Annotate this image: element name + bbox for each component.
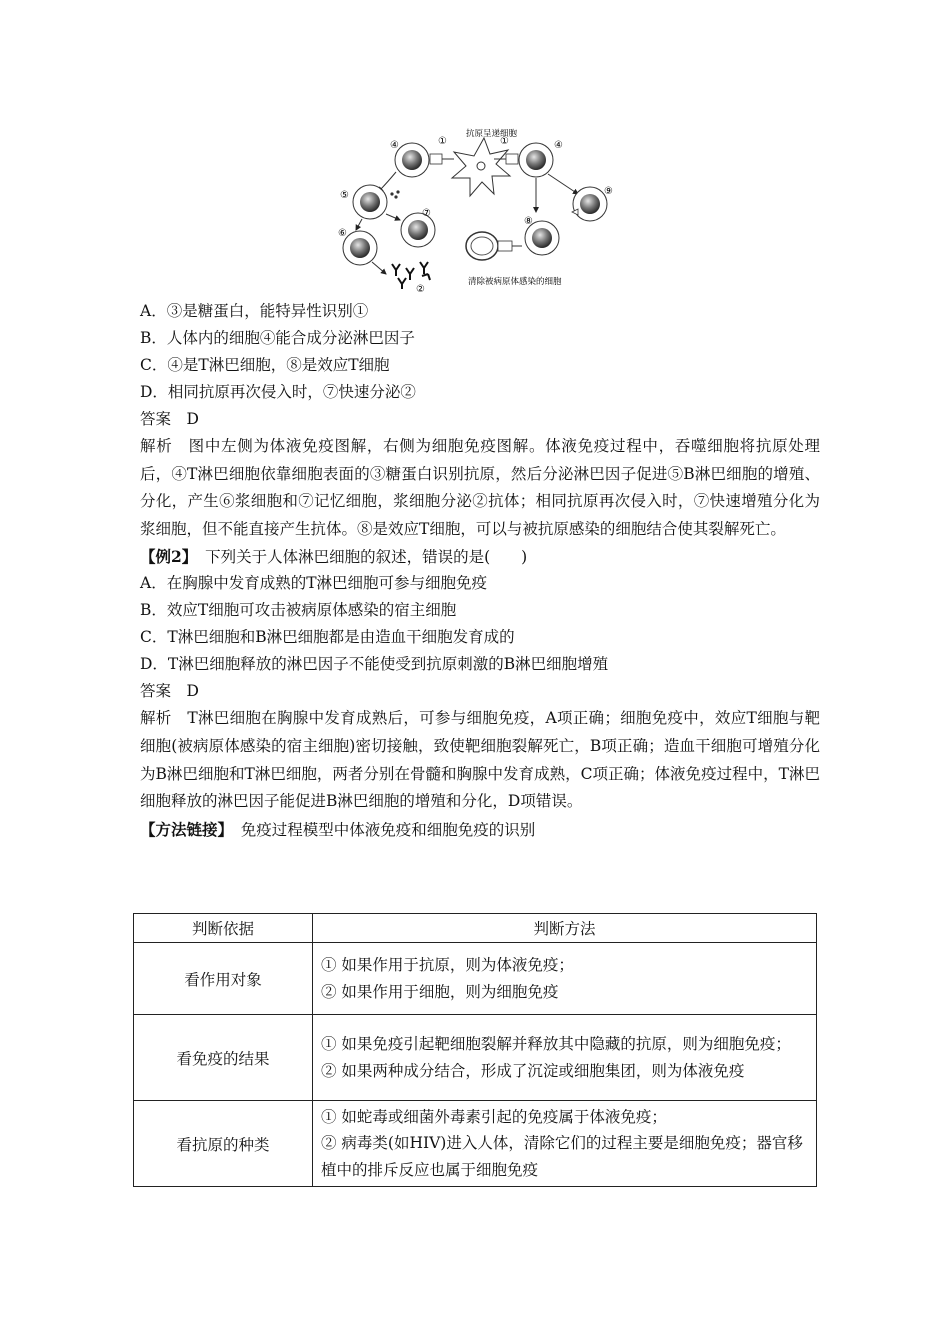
method-item: ② 如果作用于细胞，则为细胞免疫: [321, 982, 559, 1001]
method-title-line: [140, 816, 820, 843]
table-row: [134, 943, 817, 1015]
q1-analysis: 解析 图中左侧为体液免疫图解，右侧为细胞免疫图解。体液免疫过程中，吞噬细胞将抗原处理后，④T淋巴细胞依靠细胞表面的③糖蛋白识别抗原，然后分泌淋巴因子促进⑤B淋巴细胞的增殖、分化，产生⑥浆细胞和⑦记忆细胞，浆细胞分泌②抗体；相同抗原再次侵入时，⑦快速增殖分化为浆细胞，但不能直接产生抗体。⑧是效应T细胞，可以与被抗原感染的细胞结合使其裂解死亡。: [140, 437, 820, 538]
q2-analysis: 解析 T淋巴细胞在胸腺中发育成熟后，可参与细胞免疫，A项正确；细胞免疫中，效应T细胞与靶细胞(被病原体感染的宿主细胞)密切接触，致使靶细胞裂解死亡，B项正确；造血干细胞可增殖分化为B淋巴细胞和T淋巴细胞，两者分别在骨髓和胸腺中发育成熟，C项正确；体液免疫过程中，T淋巴细胞释放的淋巴因子能促进B淋巴细胞的增殖和分化，D项错误。: [140, 709, 820, 811]
method-item: ① 如果免疫引起靶细胞裂解并释放其中隐藏的抗原，则为细胞免疫；: [321, 1035, 791, 1053]
method-item: ① 如蛇毒或细菌外毒素引起的免疫属于体液免疫；: [321, 1107, 667, 1126]
basis-cell: 看抗原的种类: [134, 1101, 313, 1187]
immune-process-figure: [334, 124, 624, 296]
basis-cell: 看免疫的结果: [134, 1015, 313, 1101]
table-row: [134, 1015, 817, 1101]
label-4a: ④: [390, 140, 399, 151]
q1-option-d: D．相同抗原再次侵入时，⑦快速分泌②: [140, 383, 416, 401]
q2-option-d: D．T淋巴细胞释放的淋巴因子不能使受到抗原刺激的B淋巴细胞增殖: [140, 655, 609, 674]
label-5: ⑤: [340, 190, 349, 201]
method-item: ② 病毒类(如HIV)进入人体，清除它们的过程主要是细胞免疫；器官移植中的排斥反应也属于细胞免疫: [321, 1134, 803, 1179]
method-cell: [313, 1101, 817, 1187]
q2-stem: 下列关于人体淋巴细胞的叙述，错误的是( ): [205, 548, 528, 567]
method-table: [133, 913, 817, 1187]
label-4b: ④: [554, 140, 563, 151]
table-row: [134, 1101, 817, 1187]
method-cell: [313, 1015, 817, 1101]
q2-option-c: C．T淋巴细胞和B淋巴细胞都是由造血干细胞发育成的: [140, 628, 515, 647]
method-item: ② 如果两种成分结合，形成了沉淀或细胞集团，则为体液免疫: [321, 1061, 745, 1080]
header-method: 判断方法: [313, 914, 817, 943]
cleared-cell-label: 清除被病原体感染的细胞: [468, 277, 562, 287]
q2-answer: 答案 D: [140, 682, 199, 701]
q1-option-b: B．人体内的细胞④能合成分泌淋巴因子: [140, 329, 415, 347]
label-9: ⑨: [604, 186, 613, 197]
q1-option-a: A．③是糖蛋白，能特异性识别①: [140, 302, 369, 320]
q2-option-a: A．在胸腺中发育成熟的T淋巴细胞可参与细胞免疫: [140, 574, 488, 593]
label-1b: ①: [500, 136, 509, 147]
method-tag: 【方法链接】: [140, 819, 226, 839]
q2-option-b: B．效应T细胞可攻击被病原体感染的宿主细胞: [140, 601, 457, 620]
basis-cell: 看作用对象: [134, 943, 313, 1015]
header-basis: 判断依据: [134, 914, 313, 943]
label-1a: ①: [438, 136, 447, 147]
immune-diagram: [334, 124, 624, 296]
method-item: ① 如果作用于抗原，则为体液免疫；: [321, 956, 574, 974]
method-cell: [313, 943, 817, 1015]
q1-option-c: C．④是T淋巴细胞，⑧是效应T细胞: [140, 356, 390, 374]
label-7: ⑦: [422, 208, 431, 219]
label-8: ⑧: [524, 216, 533, 227]
label-2: ②: [416, 284, 425, 295]
method-title: 免疫过程模型中体液免疫和细胞免疫的识别: [240, 820, 536, 839]
q2-tag: 【例2】: [140, 547, 190, 567]
table-header-row: [134, 914, 817, 943]
q2-stem-line: [140, 543, 820, 570]
question-content: [140, 298, 820, 843]
q1-answer: 答案 D: [140, 410, 199, 428]
apc-label: 抗原呈递细胞: [466, 129, 518, 139]
label-6: ⑥: [338, 228, 347, 239]
